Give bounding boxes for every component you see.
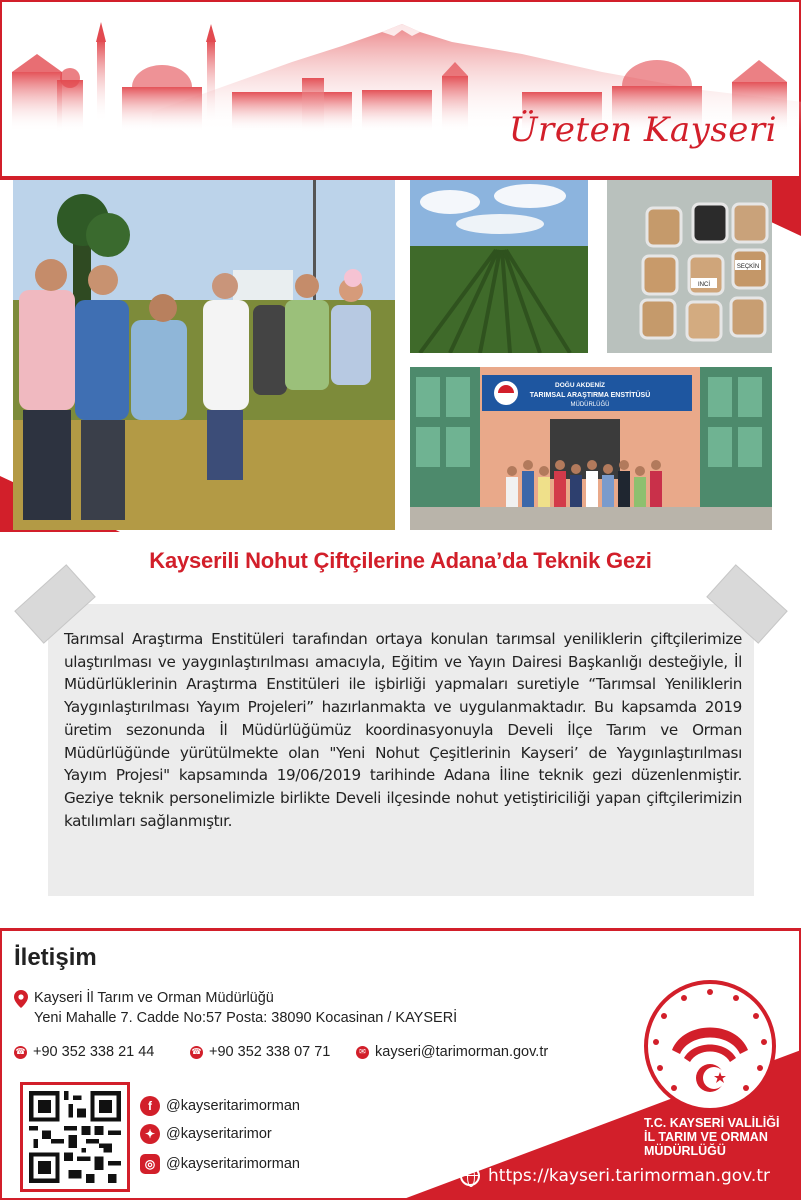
website-link[interactable] xyxy=(460,1166,770,1186)
fax-icon: ☎ xyxy=(190,1046,203,1059)
jar-label-1: SEÇKİN xyxy=(736,264,760,270)
contact-heading: İletişim xyxy=(14,944,97,971)
institute-sign-line-1: DOĞU AKDENİZ xyxy=(555,382,605,389)
social-facebook[interactable] xyxy=(140,1096,300,1116)
jar-label-2: INCİ xyxy=(698,282,710,288)
phone-2[interactable] xyxy=(190,1044,330,1060)
photo-collage xyxy=(0,180,801,532)
email-text: kayseri@tarimorman.gov.tr xyxy=(375,1044,549,1060)
institute-sign-line-3: MÜDÜRLÜĞÜ xyxy=(570,402,610,408)
instagram-icon: ◎ xyxy=(140,1154,160,1174)
header-banner xyxy=(0,0,801,178)
facebook-handle: @kayseritarimorman xyxy=(166,1098,300,1114)
twitter-handle: @kayseritarimor xyxy=(166,1126,272,1142)
article-title: Kayserili Nohut Çiftçilerine Adana’da Teknik Gezi xyxy=(149,548,652,573)
globe-icon xyxy=(460,1166,480,1186)
ministry-emblem-icon xyxy=(644,980,776,1112)
qr-code-pattern xyxy=(29,1091,121,1183)
instagram-handle: @kayseritarimorman xyxy=(166,1156,300,1172)
website-url: https://kayseri.tarimorman.gov.tr xyxy=(488,1166,770,1186)
twitter-icon: ✦ xyxy=(140,1124,160,1144)
brand-slogan: Üreten Kayseri xyxy=(508,110,777,150)
ministry-logo xyxy=(644,980,776,1112)
phone-1-text: +90 352 338 21 44 xyxy=(33,1044,155,1060)
email-link[interactable] xyxy=(356,1044,548,1060)
institute-sign-line-2: TARIMSAL ARAŞTIRMA ENSTİTÜSÜ xyxy=(529,392,651,399)
photo-seed-jars xyxy=(607,180,772,353)
email-icon: ✉ xyxy=(356,1046,369,1059)
facebook-icon: f xyxy=(140,1096,160,1116)
org-line-1: T.C. KAYSERİ VALİLİĞİ xyxy=(644,1116,780,1130)
address-line-1: Kayseri İl Tarım ve Orman Müdürlüğü xyxy=(34,990,274,1006)
phone-icon: ☎ xyxy=(14,1046,27,1059)
social-instagram[interactable] xyxy=(140,1154,300,1174)
phone-2-text: +90 352 338 07 71 xyxy=(209,1044,331,1060)
photo-institute-building xyxy=(410,367,772,530)
organization-name xyxy=(644,1116,784,1158)
qr-code[interactable] xyxy=(20,1082,130,1192)
social-twitter[interactable] xyxy=(140,1124,272,1144)
phone-1[interactable] xyxy=(14,1044,154,1060)
address-line-2: Yeni Mahalle 7. Cadde No:57 Posta: 38090 Kocasinan / KAYSERİ xyxy=(34,1010,458,1026)
photo-chickpea-field xyxy=(410,180,588,353)
org-line-2: İL TARIM VE ORMAN xyxy=(644,1130,768,1144)
footer-divider xyxy=(0,928,801,931)
location-pin-icon xyxy=(14,990,28,1008)
photo-farmers-in-field xyxy=(13,180,395,530)
article-body: Tarımsal Araştırma Enstitüleri tarafından ortaya konulan tarımsal yeniliklerin çiftçilerimize ulaştırılması ve yaygınlaştırılması amacıyla, Eğitim ve Yayın Dairesi Başkanlığı desteğiyle, İl Müdürlüklerinin Araştırma Enstitüleri ile işbirliği yapmaları suretiyle “Tarımsal Yeniliklerin Yaygınlaştırılması Yayım Projeleri” hazırlanmakta ve uygulanmaktadır. Bu kapsamda 2019 üretim sezonunda İl Müdürlüğümüz koordinasyonuyla Develi İlçe Tarım ve Orman Müdürlüğünde yürütülmekte olan "Yeni Nohut Çeşitlerinin Kayseri’ de Yaygınlaştırılması Yayım Projesi" kapsamında 19/06/2019 tarihinde Adana İline teknik gezi düzenlenmiştir. Geziye teknik personelimizle birlikte Develi ilçesinde nohut yetiştiriciliği yapan çiftçilerimizin katılımları sağlanmıştır. xyxy=(64,630,742,830)
org-line-3: MÜDÜRLÜĞÜ xyxy=(644,1144,726,1158)
